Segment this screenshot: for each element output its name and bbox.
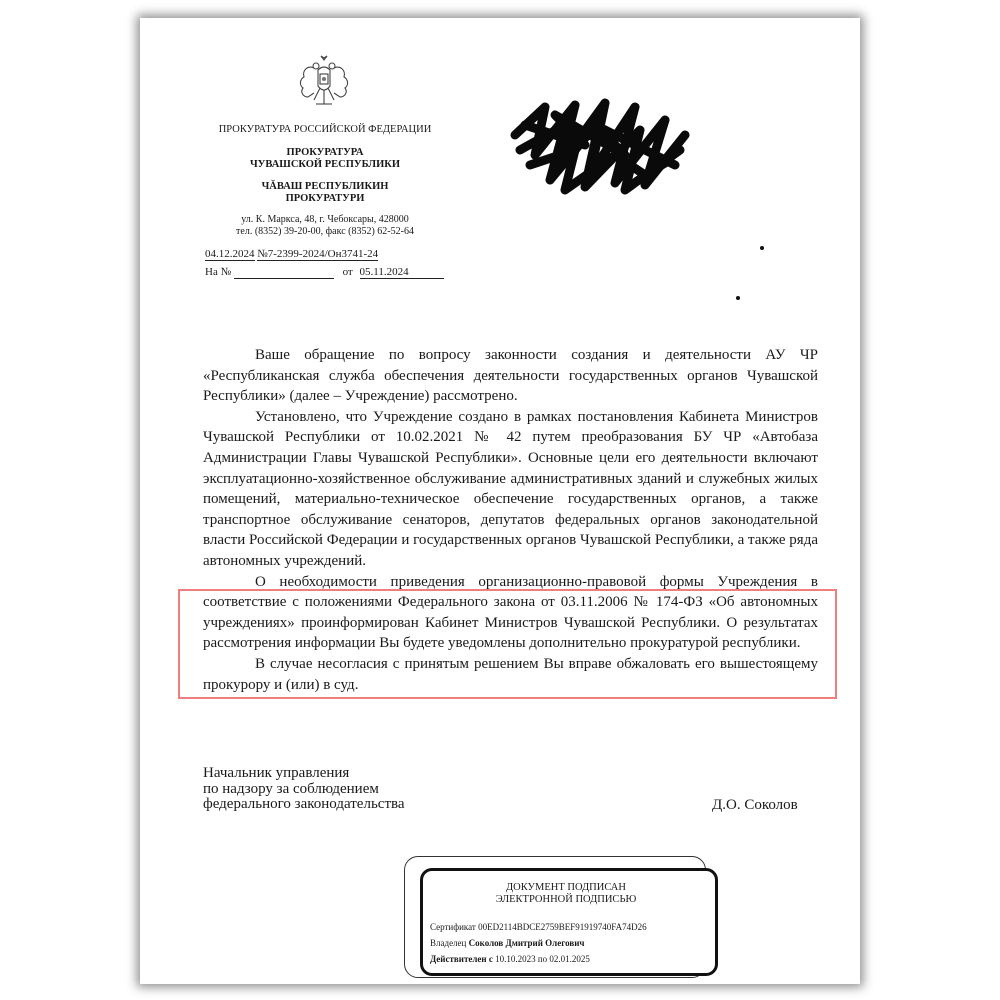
stamp-valid-to: 02.01.2025 <box>549 954 590 964</box>
redacted-addressee-scribble <box>505 95 695 195</box>
paragraph-3: О необходимости приведения организационно-правовой формы Учреждения в соответствие с положениями Федерального закона от 03.11.2006 № 174-ФЗ «Об автономных учреждениях» проинформирован Кабинет Министров Чувашской Республики. О результатах рассмотрения информации Вы будете уведомлены дополнительно прокуратурой республики. <box>203 573 818 652</box>
incoming-reference-line <box>205 266 444 279</box>
stamp-owner-row <box>430 938 584 948</box>
stamp-title-line2: ЭЛЕКТРОННОЙ ПОДПИСЬЮ <box>495 894 637 905</box>
stamp-valid-label: Действителен с <box>430 954 493 964</box>
org-address: ул. К. Маркса, 48, г. Чебоксары, 428000 <box>241 214 409 225</box>
signatory-position <box>203 766 405 813</box>
position-line-2: по надзору за соблюдением <box>203 780 379 797</box>
stamp-validity-row <box>430 954 590 964</box>
org-federal-name: ПРОКУРАТУРА РОССИЙСКОЙ ФЕДЕРАЦИИ <box>218 124 432 135</box>
scan-speck <box>760 246 764 250</box>
stamp-cert-value: 00ED2114BDCE2759BEF91919740FA74D26 <box>478 922 647 932</box>
stamp-owner-value: Соколов Дмитрий Олегович <box>468 938 585 948</box>
signatory-name: Д.О. Соколов <box>712 797 798 813</box>
paragraph-2: Установлено, что Учреждение создано в рамках постановления Кабинета Министров Чувашской Республики от 10.02.2021 № 42 путем преобразования БУ ЧР «Автобаза Администрации Главы Чувашской Республики». Основные цели его деятельности включают эксплуатационно-хозяйственное обслуживание административных зданий и служебных жилых помещений, материально-техническое обеспечение государственных органов, а также транспортное обслуживание сенаторов, депутатов федеральных органов законодательной власти Российской Федерации и государственных органов Чувашской Республики, а также ряда автономных учреждений. <box>203 408 818 569</box>
org-chuvash-line2: ПРОКУРАТУРИ <box>285 193 365 204</box>
stamp-cert-label: Сертификат <box>430 922 476 932</box>
incoming-number-blank <box>234 266 334 279</box>
stamp-owner-label: Владелец <box>430 938 467 948</box>
registration-number: №7-2399-2024/Он3741-24 <box>257 248 379 260</box>
paragraph-4: В случае несогласия с принятым решением Вы вправе обжаловать его вышестоящему прокурору и (или) в суд. <box>203 655 818 693</box>
stamp-valid-from: 10.10.2023 <box>495 954 536 964</box>
org-chuvash-line1: ЧĂВАШ РЕСПУБЛИКИН <box>261 181 389 192</box>
incoming-date-label: от <box>342 266 353 278</box>
position-line-1: Начальник управления <box>203 765 350 781</box>
org-phones: тел. (8352) 39-20-00, факс (8352) 62-52-64 <box>236 226 414 237</box>
org-name-line2: ЧУВАШСКОЙ РЕСПУБЛИКИ <box>249 159 401 170</box>
paragraph-1: Ваше обращение по вопросу законности создания и деятельности АУ ЧР «Республиканская служба обеспечения деятельности государственных органов Чувашской Республики» (далее – Учреждение) рассмотрено. <box>203 347 818 405</box>
stamp-certificate-row <box>430 922 647 932</box>
stamp-valid-to-label: по <box>537 954 548 964</box>
incoming-number-label: На № <box>205 266 232 278</box>
scan-speck <box>736 296 740 300</box>
registration-date: 04.12.2024 <box>205 248 255 260</box>
coat-of-arms-icon <box>296 54 352 112</box>
registration-line <box>205 248 378 261</box>
stamp-title <box>420 882 712 906</box>
highlight-box <box>178 589 837 699</box>
incoming-date: 05.11.2024 <box>360 266 444 279</box>
position-line-3: федерального законодательства <box>203 796 405 812</box>
org-name-line1: ПРОКУРАТУРА <box>286 147 364 158</box>
stamp-title-line1: ДОКУМЕНТ ПОДПИСАН <box>506 882 626 893</box>
